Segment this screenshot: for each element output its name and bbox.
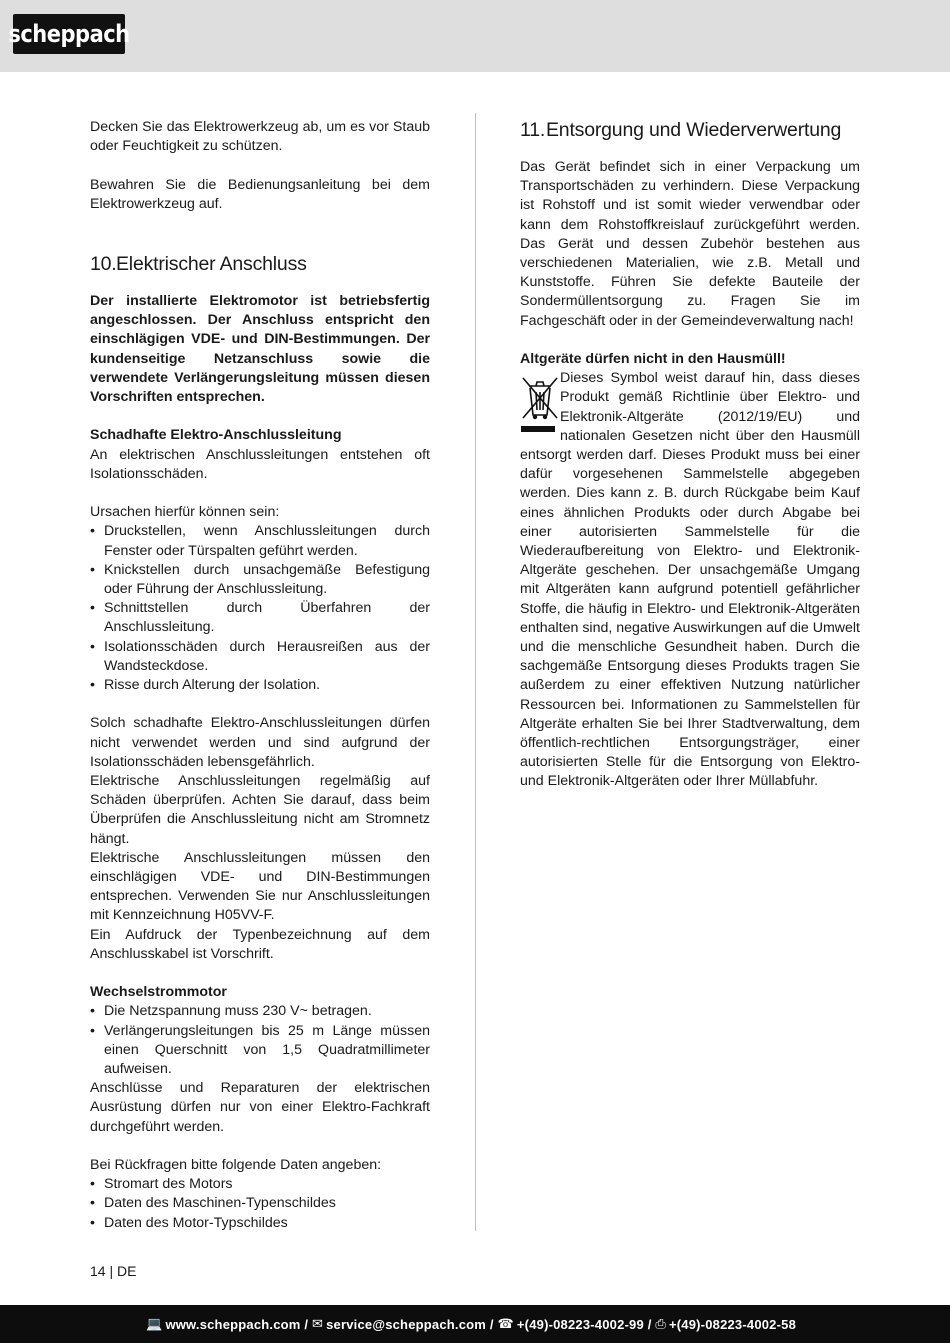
list-item: • Risse durch Alterung der Isolation. [90,676,430,695]
list-item: • Verlängerungsleitungen bis 25 m Länge müssen einen Querschnitt von 1,5 Quadratmillimeter aufweisen. [90,1022,430,1080]
phone-icon: ☎ [497,1316,514,1331]
wechselstrom-list [90,1002,430,1079]
logo-text: scheppach [8,20,130,48]
crossed-out-bin-icon [520,372,560,442]
fax-icon: ⎙ [655,1316,666,1331]
section-11-title: Entsorgung und Wiederverwertung [546,119,842,141]
weee-text: Dieses Symbol weist darauf hin, dass dieses Produkt gemäß Richtlinie über Elektro- und Elektronik-Altgeräte (2012/19/EU) und nationalen Gesetzen nicht über den Hausmüll entsorgt werden darf. Dieses Produkt muss bei einer dafür vorgesehenen Sammelstelle abgegeben werden. Dies kann z. B. durch Rückgabe beim Kauf eines ähnlichen Produkts oder durch Abgabe bei einer autorisierten Sammelstelle für die Wiederaufbereitung von Elektro- und Elektronik- Altgeräte geschehen. Der unsachgemäße Umgang mit Altgeräten kann aufgrund potentiell gefährlicher Stoffe, die häufig in Elektro- und Elektronik-Altgeräten enthalten sind, negative Auswirkungen auf die Umwelt und die menschliche Gesundheit haben. Durch die sachgemäße Entsorgung dieses Produkts tragen Sie außerdem zu einer effektiven Nutzung natürlicher Ressourcen bei. Informationen zu Sammelstellen für Altgeräte erhalten Sie bei Ihrer Stadtverwaltung, dem öffentlich-rechtlichen Entsorgungsträger, einer autorisierten Stelle für die Entsorgung von Elektro- und Elektronik-Altgeräten oder Ihrer Müllabfuhr. [520,370,860,790]
ursachen-intro: Ursachen hierfür können sein: [90,504,280,521]
paragraph-repairs: Anschlüsse und Reparaturen der elektrischen Ausrüstung dürfen nur von einer Elektro-Fachkraft durchgeführt werden. [90,1080,430,1135]
section-10-number: 10. [90,253,117,275]
paragraph-keep-manual: Bewahren Sie die Bedienungsanleitung bei dem Elektrowerkzeug auf. [90,176,430,212]
right-column [520,118,860,792]
paragraph-packaging: Das Gerät befindet sich in einer Verpackung um Transportschäden zu verhindern. Diese Verpackung ist Rohstoff und ist somit wieder verwendbar oder kann dem Rohstoffkreislauf zurückgeführt werden. Das Gerät und dessen Zubehör bestehen aus verschiedenen Materialien, wie z.B. Metall und Kunststoffe. Führen Sie defekte Bauteile der Sondermüllentsorgung zu. Fragen Sie im Fachgeschäft oder in der Gemeindeverwaltung nach! [520,159,860,329]
left-column [90,118,430,1233]
section-10-title: Elektrischer Anschluss [116,253,307,275]
list-item: • Daten des Motor-Typschildes [90,1214,430,1233]
paragraph-cable-standards: Elektrische Anschlussleitungen müssen den einschlägigen VDE- und DIN-Bestimmungen entsprechen. Verwenden Sie nur Anschlussleitungen mit Kennzeichnung H05VV-F. [90,849,430,924]
column-divider [475,113,476,1231]
page-number: 14 | DE [90,1263,137,1279]
intro-bold-paragraph: Der installierte Elektromotor ist betriebsfertig angeschlossen. Der Anschluss entspricht den einschlägigen VDE- und DIN-Bestimmungen. Der kundenseitige Netzanschluss sowie die verwendete Verlängerungsleitung müssen diesen Vorschriften entsprechen. [90,293,430,406]
footer-email: service@scheppach.com / [326,1316,494,1332]
list-item: • Die Netzspannung muss 230 V~ betragen. [90,1002,430,1021]
altgeraete-heading: Altgeräte dürfen nicht in den Hausmüll! [520,351,786,368]
list-item: • Druckstellen, wenn Anschlussleitungen durch Fenster oder Türspalten geführt werden. [90,522,430,560]
section-11-number: 11. [520,119,546,141]
schadhaft-text: An elektrischen Anschlussleitungen entstehen oft Isolationsschäden. [90,446,430,482]
footer-phone: +(49)-08223-4002-99 / [516,1316,652,1332]
paragraph-check-cables: Elektrische Anschlussleitungen regelmäßig auf Schäden überprüfen. Achten Sie darauf, dass beim Überprüfen die Anschlussleitung nicht am Stromnetz hängt. [90,773,430,847]
scheppach-logo [8,14,130,54]
section-11-heading [520,118,860,142]
rueckfragen-list [90,1175,430,1233]
list-item: • Stromart des Motors [90,1175,430,1194]
list-item: • Knickstellen durch unsachgemäße Befestigung oder Führung der Anschlussleitung. [90,561,430,599]
weee-block [520,369,860,791]
list-item: • Daten des Maschinen-Typenschildes [90,1194,430,1213]
footer-website: www.scheppach.com / [165,1316,309,1332]
paragraph-cover-tool: Decken Sie das Elektrowerkzeug ab, um es vor Staub oder Feuchtigkeit zu schützen. [90,119,430,155]
paragraph-damaged-cables: Solch schadhafte Elektro-Anschlussleitungen dürfen nicht verwendet werden und sind aufgrund der Isolationsschäden lebensgefährlich. [90,715,430,770]
rueckfragen-intro: Bei Rückfragen bitte folgende Daten angeben: [90,1157,382,1174]
section-10-heading [90,252,430,276]
wechselstrom-heading: Wechselstrommotor [90,984,227,1001]
list-item: • Isolationsschäden durch Herausreißen aus der Wandsteckdose. [90,638,430,676]
list-item: • Schnittstellen durch Überfahren der Anschlussleitung. [90,599,430,637]
header-band [0,0,950,72]
footer-bar [0,1305,950,1343]
ursachen-list [90,522,430,695]
computer-icon: 💻 [146,1316,163,1331]
footer-fax: +(49)-08223-4002-58 [668,1316,796,1332]
paragraph-type-print: Ein Aufdruck der Typenbezeichnung auf dem Anschlusskabel ist Vorschrift. [90,926,430,962]
schadhaft-heading: Schadhafte Elektro-Anschlussleitung [90,427,342,444]
email-icon: ✉ [312,1316,324,1331]
